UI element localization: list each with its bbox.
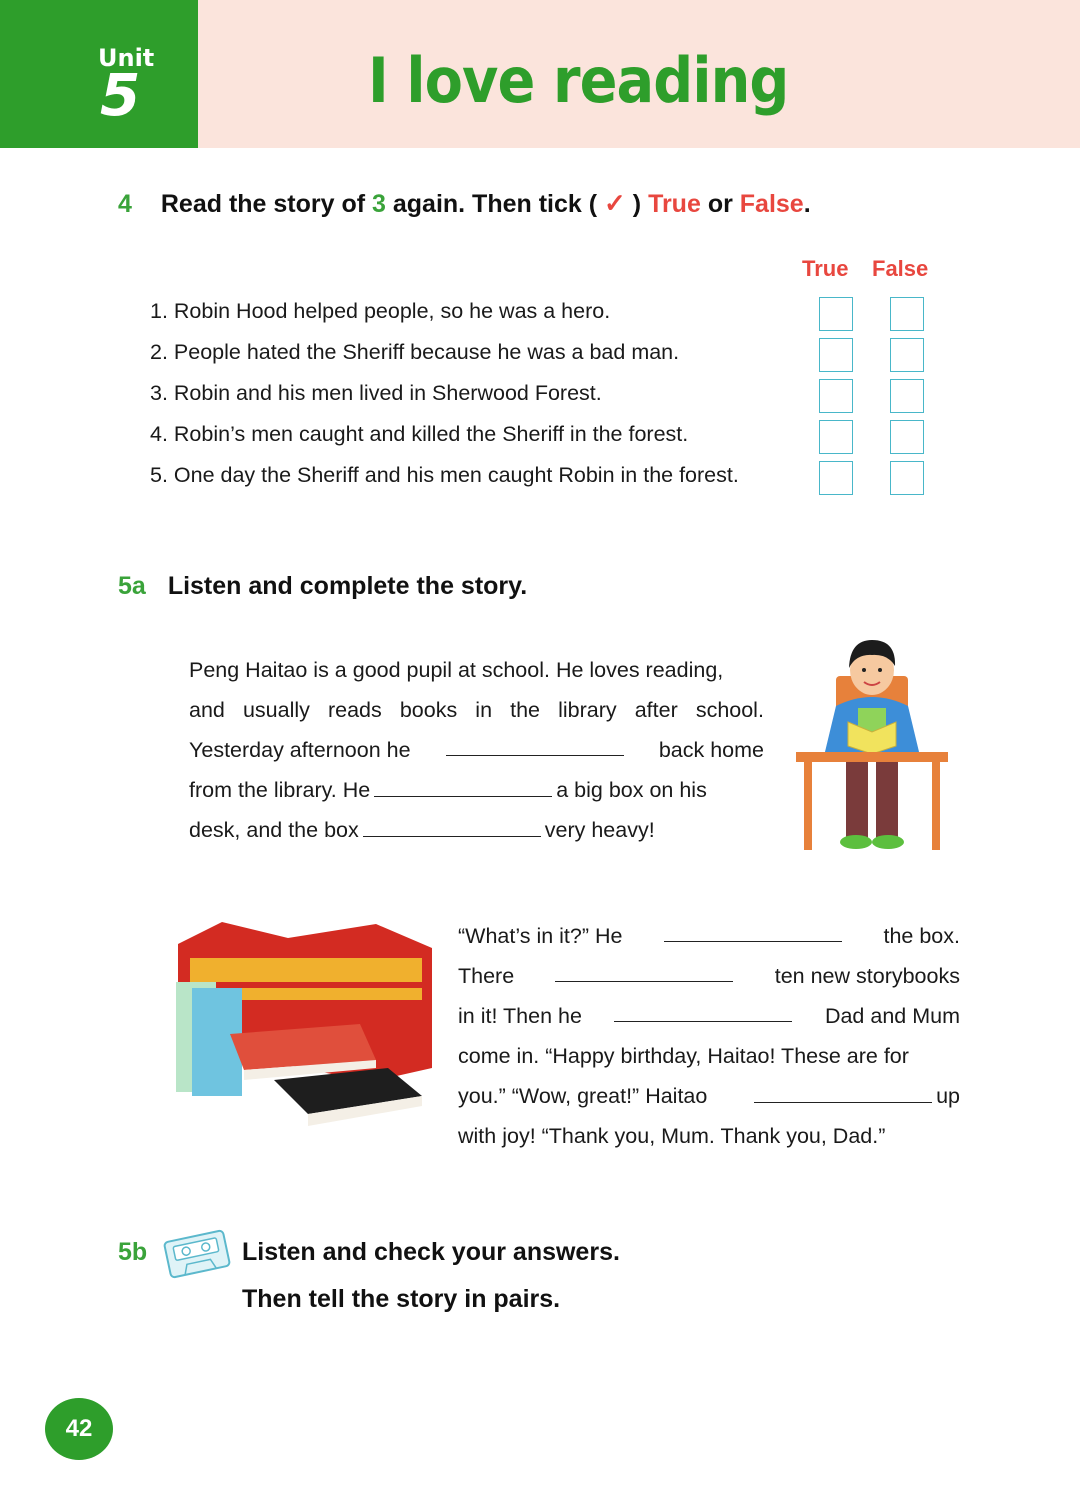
answer-blank-1[interactable] <box>446 730 624 756</box>
story-paragraph-1 <box>189 650 764 850</box>
col-false-label: False <box>872 256 929 281</box>
p2-line-3 <box>458 996 960 1036</box>
section-5a-instruction <box>118 572 527 601</box>
p2-line-5 <box>458 1076 960 1116</box>
page-number: 42 <box>45 1398 113 1460</box>
statement-list <box>150 294 810 499</box>
leg <box>876 762 898 840</box>
col-true-label: True <box>802 256 849 281</box>
p2-line-2 <box>458 956 960 996</box>
statement-3: 3. Robin and his men lived in Sherwood Forest. <box>150 381 602 405</box>
shoe <box>840 835 872 849</box>
shoe <box>872 835 904 849</box>
instr-ref: 3 <box>372 190 386 218</box>
page-title: I love reading <box>368 44 789 117</box>
p1-l5-b: very heavy! <box>544 818 655 842</box>
tick-box-true-3[interactable] <box>819 379 853 413</box>
tick-box-false-4[interactable] <box>890 420 924 454</box>
p1-line-3 <box>189 730 764 770</box>
p2-line-6: with joy! “Thank you, Mum. Thank you, Dad.” <box>458 1124 886 1148</box>
title-band <box>198 0 1080 148</box>
p1-l4-a: from the library. He <box>189 778 371 802</box>
p1-line-4 <box>189 770 764 810</box>
instr-part-a: Read the story of <box>160 190 366 218</box>
story-paragraph-2 <box>458 916 960 1156</box>
leg <box>846 762 868 840</box>
tick-box-false-5[interactable] <box>890 461 924 495</box>
p1-word: library <box>558 698 617 722</box>
section-4-instruction <box>118 188 811 219</box>
tick-box-false-1[interactable] <box>890 297 924 331</box>
instr-part-b: again. Then tick ( <box>392 190 598 218</box>
p1-l5-a: desk, and the box <box>189 818 359 842</box>
p2-l5-b: up <box>936 1084 960 1108</box>
answer-blank-5[interactable] <box>555 956 733 982</box>
section-5a-text: Listen and complete the story. <box>167 572 528 600</box>
desk-top <box>796 752 948 762</box>
tick-box-false-2[interactable] <box>890 338 924 372</box>
p2-l1-b: the box. <box>883 924 960 948</box>
instr-part-c: ) <box>632 190 642 218</box>
answer-blank-3[interactable] <box>363 811 541 837</box>
p1-word: after <box>634 698 678 722</box>
p1-word: reads <box>327 698 382 722</box>
tick-box-true-1[interactable] <box>819 297 853 331</box>
p1-line-5 <box>189 810 764 850</box>
section-4-number: 4 <box>118 190 132 218</box>
statement-4: 4. Robin’s men caught and killed the Sheriff in the forest. <box>150 422 689 446</box>
unit-badge <box>0 0 198 148</box>
tick-box-true-4[interactable] <box>819 420 853 454</box>
section-5a-number: 5a <box>118 572 146 600</box>
p2-l2-a: There <box>458 964 515 988</box>
desk-leg <box>932 762 940 850</box>
section-5b-line-1: Listen and check your answers. <box>242 1238 620 1266</box>
instr-period: . <box>803 190 811 218</box>
statement-5: 5. One day the Sheriff and his men caught Robin in the forest. <box>150 463 739 487</box>
p2-l1-a: “What’s in it?” He <box>458 924 623 948</box>
answer-blank-6[interactable] <box>614 996 792 1022</box>
section-5b-number: 5b <box>118 1238 148 1266</box>
eye <box>878 668 882 672</box>
p1-l3-b: back home <box>658 738 764 762</box>
p2-line-4: come in. “Happy birthday, Haitao! These are for <box>458 1044 909 1068</box>
answer-blank-7[interactable] <box>754 1077 932 1103</box>
p2-l2-b: ten new storybooks <box>774 964 960 988</box>
tick-box-true-2[interactable] <box>819 338 853 372</box>
p2-line-1 <box>458 916 960 956</box>
p1-l3-a: Yesterday afternoon he <box>189 738 411 762</box>
p1-word: usually <box>242 698 310 722</box>
instr-false: False <box>739 190 804 218</box>
instr-true: True <box>648 190 701 218</box>
unit-number: 5 <box>100 61 141 129</box>
p1-line-1: Peng Haitao is a good pupil at school. He loves reading, <box>189 658 724 682</box>
p2-l5-a: you.” “Wow, great!” Haitao <box>458 1084 708 1108</box>
instr-or: or <box>707 190 733 218</box>
p2-l3-a: in it! Then he <box>458 1004 582 1028</box>
unit-label: Unit <box>98 44 155 72</box>
p1-l4-b: a big box on his <box>556 778 707 802</box>
p1-word: in <box>475 698 493 722</box>
true-false-header <box>802 256 928 282</box>
p1-word: books <box>399 698 458 722</box>
statement-1: 1. Robin Hood helped people, so he was a hero. <box>150 299 611 323</box>
box-of-books-illustration <box>170 918 436 1138</box>
p1-word: school. <box>695 698 764 722</box>
statement-2: 2. People hated the Sheriff because he was a bad man. <box>150 340 680 364</box>
p1-word: and <box>189 698 225 722</box>
answer-blank-4[interactable] <box>664 916 842 942</box>
cassette-tape-icon[interactable] <box>163 1228 231 1280</box>
box-stripe <box>190 958 422 982</box>
p1-line-2 <box>189 690 764 730</box>
p2-l3-b: Dad and Mum <box>824 1004 960 1028</box>
check-icon: ✓ <box>604 188 626 218</box>
eye <box>862 668 866 672</box>
answer-blank-2[interactable] <box>374 771 552 797</box>
p1-word: the <box>510 698 540 722</box>
section-5b-line-2: Then tell the story in pairs. <box>242 1285 561 1313</box>
boy-reading-illustration <box>792 628 952 856</box>
tick-box-false-3[interactable] <box>890 379 924 413</box>
desk-leg <box>804 762 812 850</box>
tick-box-true-5[interactable] <box>819 461 853 495</box>
